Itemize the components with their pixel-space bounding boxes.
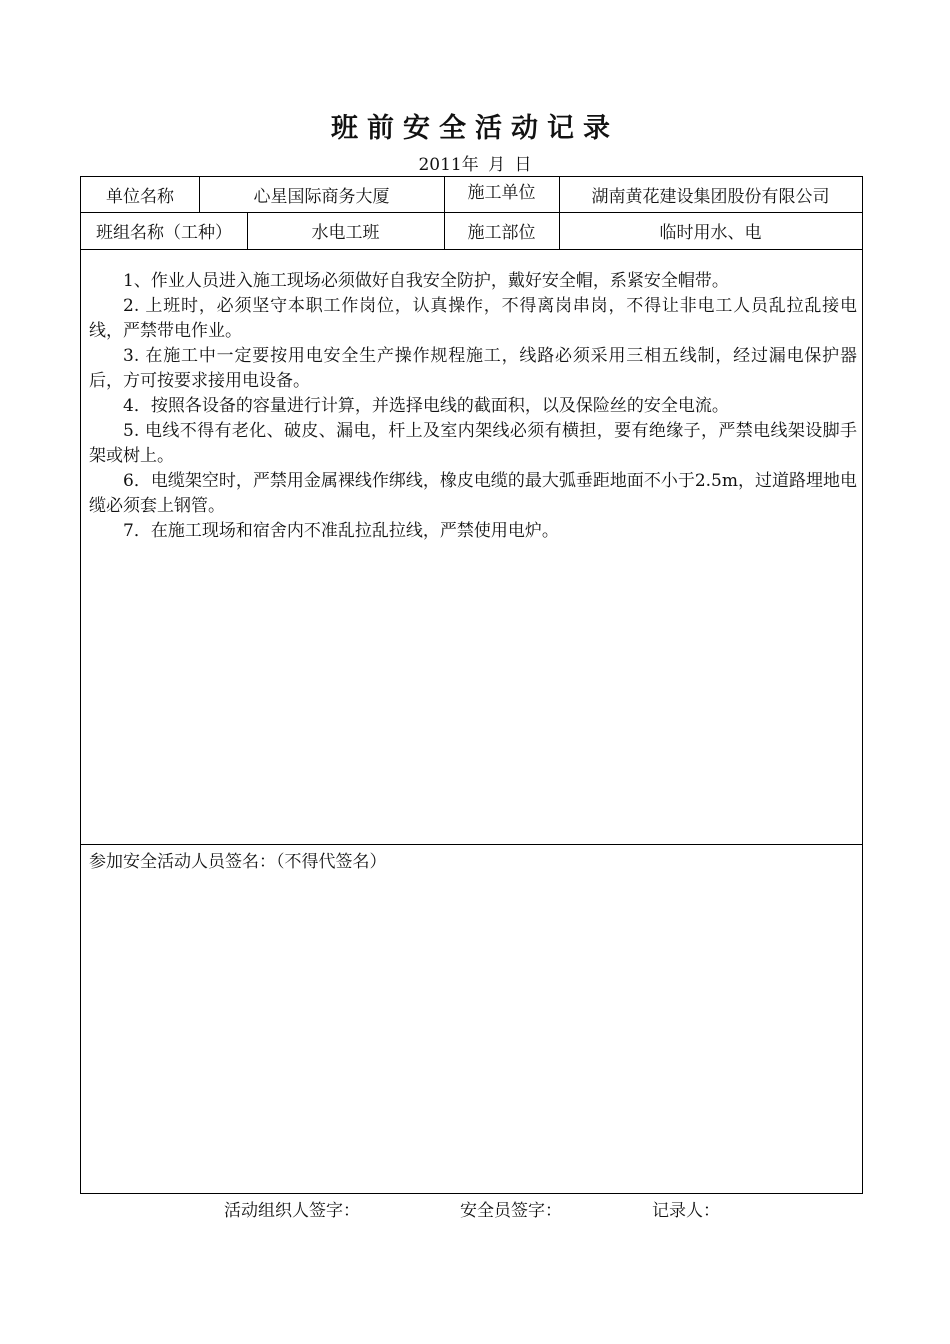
instruction-item: 1、作业人员进入施工现场必须做好自我安全防护，戴好安全帽，系紧安全帽带。 bbox=[123, 271, 729, 291]
safety-officer-signature-label: 安全员签字： bbox=[460, 1201, 562, 1221]
instruction-item: 4．按照各设备的容量进行计算，并选择电线的截面积，以及保险丝的安全电流。 bbox=[123, 396, 729, 416]
safety-instructions bbox=[89, 269, 857, 544]
row-divider bbox=[81, 844, 862, 845]
construction-unit-value: 湖南黄花建设集团股份有限公司 bbox=[591, 187, 830, 207]
team-name-label: 班组名称（工种） bbox=[96, 223, 232, 243]
recorder-signature-label: 记录人： bbox=[652, 1201, 720, 1221]
work-location-value: 临时用水、电 bbox=[659, 223, 762, 243]
team-name-value: 水电工班 bbox=[311, 223, 380, 243]
instruction-item: 5. 电线不得有老化、破皮、漏电，杆上及室内架线必须有横担，要有绝缘子，严禁电线架设脚手架或树上。 bbox=[89, 421, 857, 466]
organizer-signature-label: 活动组织人签字： bbox=[224, 1201, 360, 1221]
record-table bbox=[80, 176, 863, 1194]
work-location-label: 施工部位 bbox=[467, 223, 536, 243]
record-date: 2011年 月 日 bbox=[418, 155, 532, 175]
page-title: 班前安全活动记录 bbox=[331, 113, 619, 144]
instruction-item: 7．在施工现场和宿舍内不准乱拉乱拉线，严禁使用电炉。 bbox=[123, 521, 559, 541]
unit-name-value: 心星国际商务大厦 bbox=[253, 187, 390, 207]
instruction-item: 3. 在施工中一定要按用电安全生产操作规程施工，线路必须采用三相五线制，经过漏电保护器后，方可按要求接用电设备。 bbox=[89, 346, 857, 391]
participant-signature-label: 参加安全活动人员签名：（不得代签名） bbox=[89, 852, 387, 872]
construction-unit-label: 施工单位 bbox=[467, 182, 536, 203]
instruction-item: 6．电缆架空时，严禁用金属裸线作绑线，橡皮电缆的最大弧垂距地面不小于2.5m，过道路埋地电缆必须套上钢管。 bbox=[89, 471, 857, 516]
instruction-item: 2. 上班时，必须坚守本职工作岗位，认真操作，不得离岗串岗，不得让非电工人员乱拉乱接电线，严禁带电作业。 bbox=[89, 296, 857, 341]
row-divider bbox=[81, 249, 862, 250]
unit-name-label: 单位名称 bbox=[106, 187, 174, 207]
